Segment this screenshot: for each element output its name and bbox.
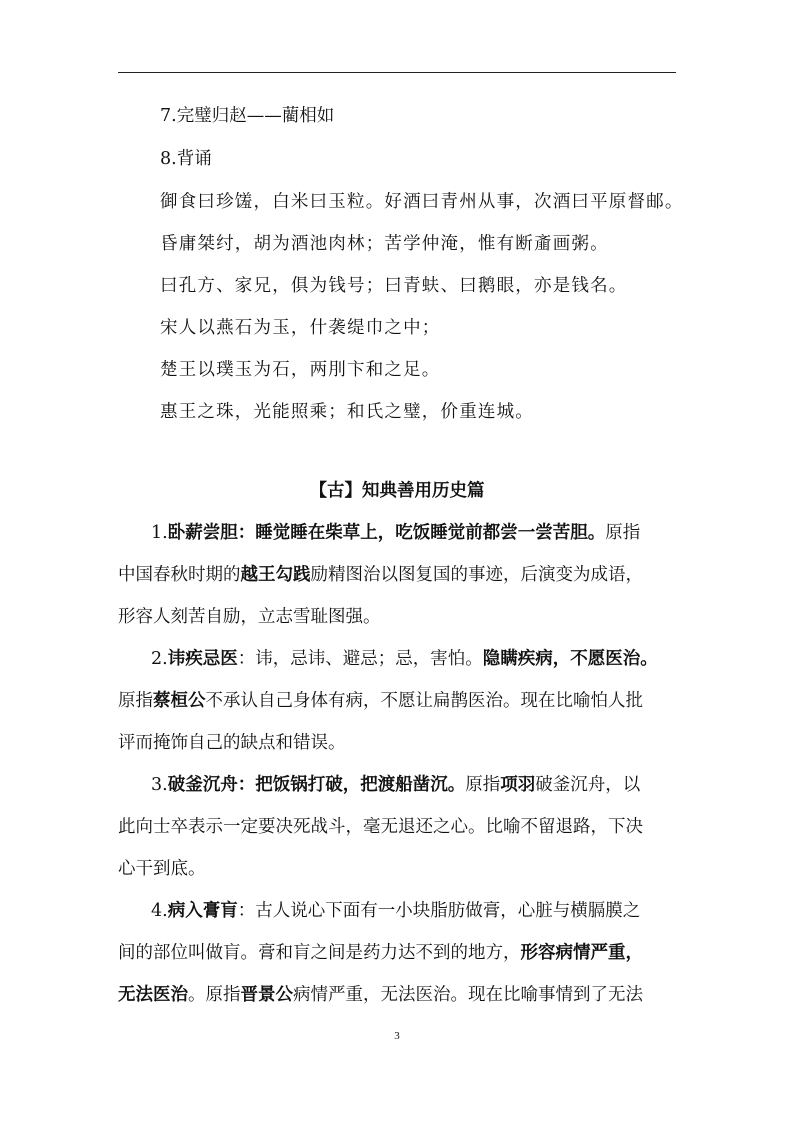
entry-2-line-2: 原指蔡桓公不承认自己身体有病，不愿让扁鹊医治。现在比喻怕人批 (118, 691, 643, 711)
recitation-line-3: 曰孔方、家兄，俱为钱号；曰青蚨、曰鹅眼，亦是钱名。 (160, 276, 628, 296)
item-7-line: 7.完璧归赵——藺相如 (160, 106, 335, 126)
entry-1-line-3: 形容人刻苦自励，立志雪耻图强。 (118, 607, 381, 627)
header-rule (118, 72, 676, 73)
entry-1-line-1: 1.卧薪尝胆：睡觉睡在柴草上，吃饭睡觉前都尝一尝苦胆。原指 (151, 523, 641, 543)
entry-4-line-1: 4.病入膏肓：古人说心下面有一小块脂肪做膏，心脏与横膈膜之 (151, 901, 641, 921)
entry-2-line-3: 评而掩饰自己的缺点和错误。 (118, 733, 346, 753)
entry-3-line-3: 心干到底。 (118, 859, 206, 879)
entry-4-line-2: 间的部位叫做肓。膏和肓之间是药力达不到的地方，形容病情严重， (118, 943, 643, 963)
entry-3-line-2: 此向士卒表示一定要决死战斗，毫无退还之心。比喻不留退路，下决 (118, 817, 643, 837)
recitation-line-5: 楚王以璞玉为石，两刖卞和之足。 (160, 360, 441, 380)
recitation-line-6: 惠王之珠，光能照乘；和氏之璧，价重连城。 (160, 402, 534, 422)
entry-4-line-3: 无法医治。原指晋景公病情严重，无法医治。现在比喻事情到了无法 (118, 985, 643, 1005)
entry-1-line-2: 中国春秋时期的越王勾践励精图治以图复国的事迹，后演变为成语， (118, 565, 643, 585)
recitation-line-2: 昏庸桀纣，胡为酒池肉林；苦学仲淹，惟有断齑画粥。 (160, 234, 609, 254)
entry-3-line-1: 3.破釜沉舟：把饭锅打破，把渡船凿沉。原指项羽破釜沉舟，以 (151, 775, 641, 795)
item-8-line: 8.背诵 (160, 149, 212, 169)
recitation-line-4: 宋人以燕石为玉，什袭缇巾之中； (160, 318, 441, 338)
page-number: 3 (394, 1030, 400, 1042)
section-title: 【古】知典善用历史篇 (309, 481, 485, 501)
entry-2-line-1: 2.讳疾忌医：讳，忌讳、避忌；忌，害怕。隐瞒疾病，不愿医治。 (151, 649, 658, 669)
recitation-line-1: 御食曰珍馐，白米曰玉粒。好酒曰青州从事，次酒曰平原督邮。 (160, 192, 684, 212)
